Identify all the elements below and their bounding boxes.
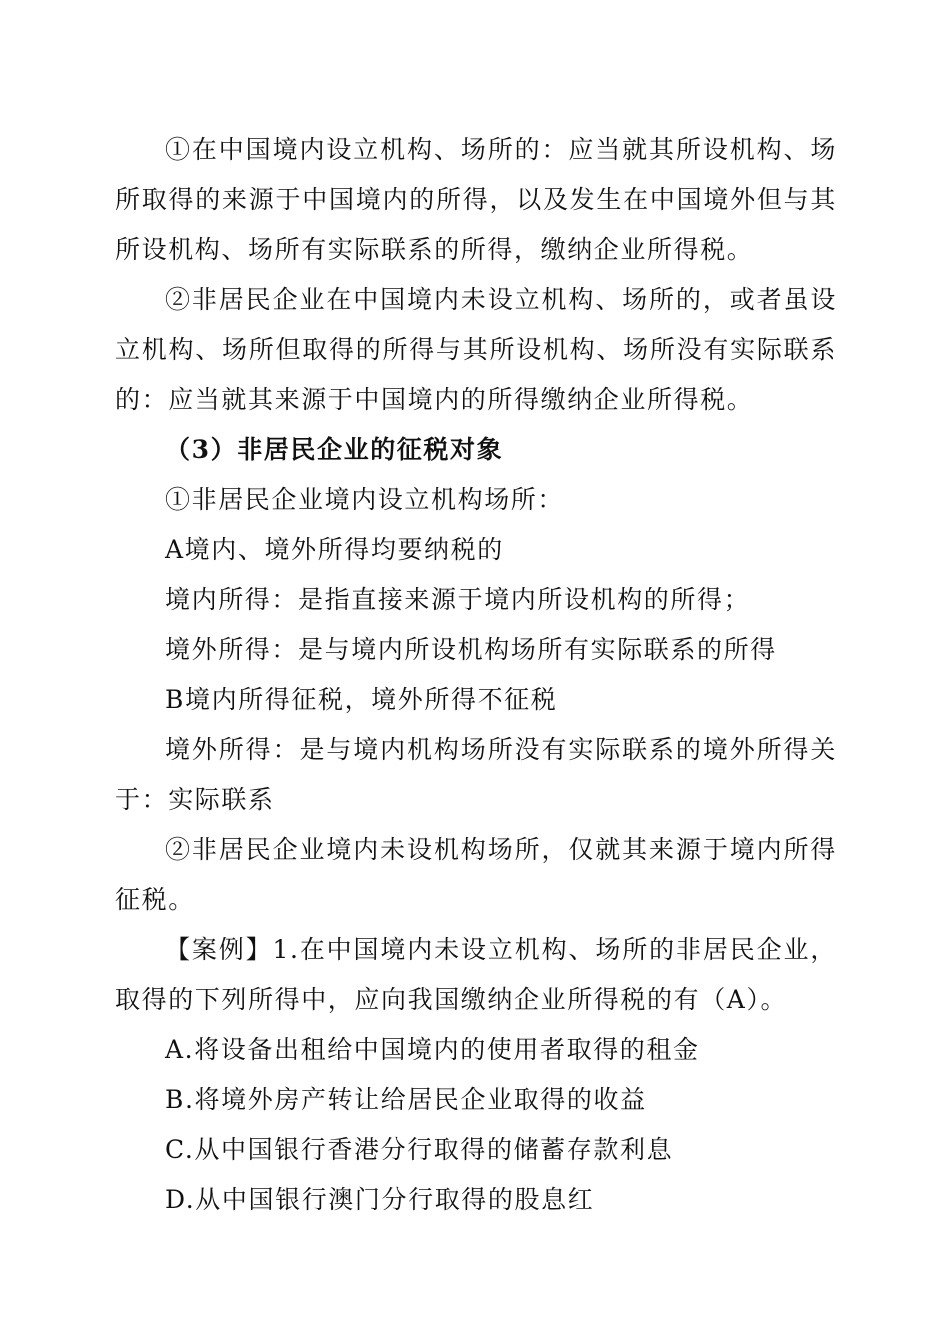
option-a: A.将设备出租给中国境内的使用者取得的租金: [165, 1035, 700, 1064]
paragraph-established-institution: ①在中国境内设立机构、场所的：应当就其所设机构、场所取得的来源于中国境内的所得，以及发生在中国境外但与其所设机构、场所有实际联系的所得，缴纳企业所得税。: [115, 135, 837, 264]
paragraph-item-1: ①非居民企业境内设立机构场所：: [165, 485, 565, 514]
option-d: D.从中国银行澳门分行取得的股息红: [165, 1185, 595, 1214]
paragraph-no-institution: ②非居民企业在中国境内未设立机构、场所的，或者虽设立机构、场所但取得的所得与其所设机构、场所没有实际联系的：应当就其来源于中国境内的所得缴纳企业所得税。: [115, 285, 837, 414]
paragraph-foreign-income-unrelated: 境外所得：是与境内机构场所没有实际联系的境外所得关于：实际联系: [115, 735, 837, 814]
paragraph-foreign-income-related: 境外所得：是与境内所设机构场所有实际联系的所得: [165, 635, 777, 664]
section-heading-taxation-object: （3）非居民企业的征税对象: [165, 435, 504, 464]
option-c: C.从中国银行香港分行取得的储蓄存款利息: [165, 1135, 674, 1164]
paragraph-item-2: ②非居民企业境内未设机构场所，仅就其来源于境内所得征税。: [115, 835, 837, 914]
paragraph-item-b: B境内所得征税，境外所得不征税: [165, 685, 558, 714]
option-b: B.将境外房产转让给居民企业取得的收益: [165, 1085, 647, 1114]
paragraph-item-a: A境内、境外所得均要纳税的: [165, 535, 504, 564]
paragraph-domestic-income: 境内所得：是指直接来源于境内所设机构的所得；: [165, 585, 751, 614]
case-question: 【案例】1.在中国境内未设立机构、场所的非居民企业，取得的下列所得中，应向我国缴纳企业所得税的有（A）。: [115, 935, 837, 1014]
